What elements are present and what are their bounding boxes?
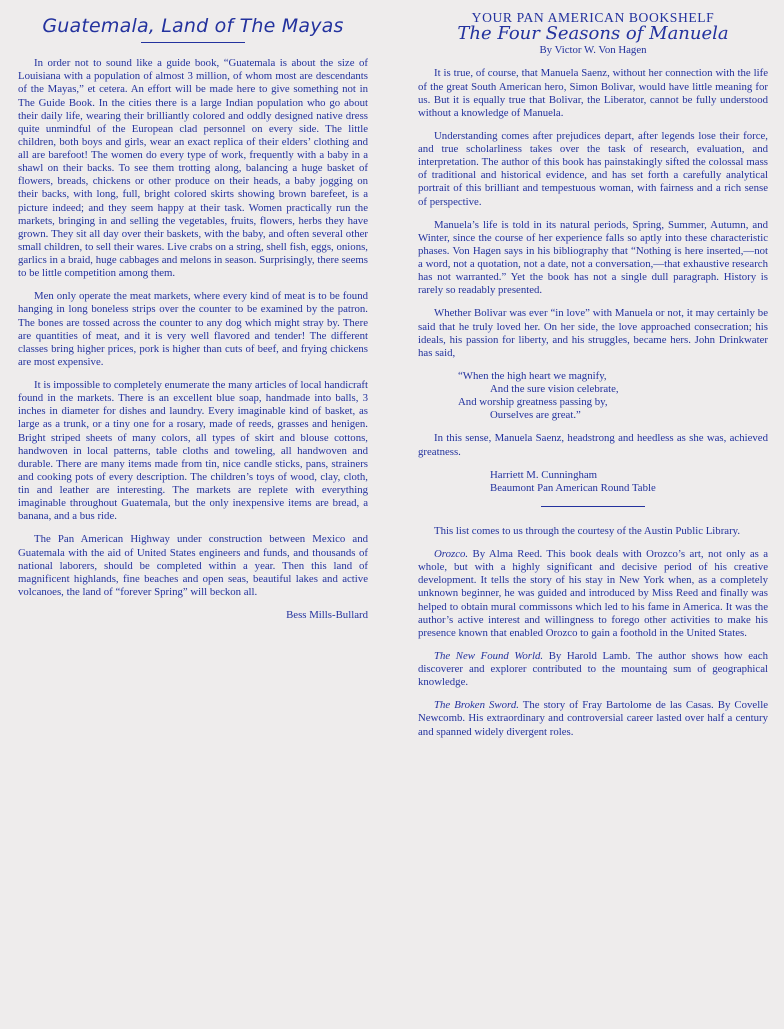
book-entry-title: Orozco. — [434, 548, 469, 560]
article-paragraph-1: In order not to sound like a guide book, “Guatemala is about the size of Louisiana with a population of almost 3 million, of whom most are descendants of the Mayas,” et cetera. An effort will be made here to give something not in The Guide Book. In the cities there is a large Indian population who go about their daily life, wearing their brilliantly colored and oddly designed native dress quite unmindful of the European clad personnel on every side. The little children, both boys and girls, wear an exact replica of their elders’ clothing and all are barefoot! The women do every type of work, frequently with a baby in a shawl on their backs. To see them trotting along, balancing a huge basket of flowers, breads, chickens or other produce on their heads, a baby jogging on their backs, with long, full, bright colored skirts showing brown barefeet, is a picture indeed; and they seem happy at their task. Women practically run the markets, bringing in and selling the vegetables, fruits, flowers, herbs they have grown. They sit all day over their baskets, with the baby, and often several other small children, to sell their wares. Live crabs on a string, shell fish, eggs, onions, garlics in a braid, huge cabbages and melons in season. Surprisingly, there seems to be little competition among them. — [18, 57, 368, 280]
poem-line: And worship greatness passing by, — [458, 396, 608, 409]
section-divider — [541, 506, 645, 507]
book-title: The Four Seasons of Manuela — [457, 23, 729, 45]
signature-name: Harriett M. Cunningham — [490, 468, 598, 481]
review-paragraph-4: Whether Bolivar was ever “in love” with Manuela or not, it may certainly be said that he truly loved her. On her side, the love approached consecration; his ideals, his passion for liberty, and his struggles, became hers. John Drinkwater has said, — [418, 307, 768, 359]
book-entry-title: The New Found World. — [434, 649, 544, 662]
article-paragraph-3: It is impossible to completely enumerate the many articles of local handicraft found in the markets. There is an excellent blue soap, handmade into balls, 3 inches in diameter for dishes and laundry. Every imaginable kind of basket, as large as a trunk, or a tiny one for a rosary, made of reeds, grasses and henigen. Bright striped sheets of many colors, all types of skirt and blouse cottons, handwoven in local patterns, table cloths and toweling, all handwoven and durable. There are many items made from tin, nice candle sticks, pans, strainers and cooking pots of every description. The children’s toys of wood, clay, cloth, tin and leather are interesting. The markets are replete with everything imaginable throughout Guatemala, but the only inexpensive items are bread, a banana, and a bus ride. — [18, 379, 368, 523]
list-intro: This list comes to us through the courtesy of the Austin Public Library. — [434, 524, 741, 537]
review-paragraph-1: It is true, of course, that Manuela Saenz, without her connection with the life of the great South American hero, Simon Bolivar, would have little meaning for us. But it is equally true that Bolivar, the Liberator, cannot be fully understood without a knowledge of Manuela. — [418, 67, 768, 119]
book-entry-text: The story of Fray Bartolome de las Casas. By Covelle Newcomb. His extraordinary and controversial career lasted over half a century and spanned widely divergent roles. — [418, 699, 768, 738]
signature-organization: Beaumont Pan American Round Table — [490, 481, 656, 494]
poem-quote — [458, 370, 768, 423]
section-heading: YOUR PAN AMERICAN BOOKSHELF — [471, 10, 715, 25]
book-entry-text: By Alma Reed. This book deals with Orozco’s art, not only as a whole, but with a highly significant and decisive period of his creative development. It tells the story of his stay in New York when, as a completely unknown beginner, he was guided and introduced by Miss Reed and finally was helped to obtain mural commissons which led to his fame in America. It was the author’s active interest and willingness to forego other activities to make his presence known that enabled Orozco to gain a foothold in the United States. — [418, 548, 769, 639]
title-divider — [141, 42, 245, 43]
poem-line: And the sure vision celebrate, — [490, 383, 619, 395]
article-paragraph-4: The Pan American Highway under construction between Mexico and Guatemala with the aid of United States engineers and funds, and thousands of national laborers, should be completed within a year. Then this land of magnificent highlands, fine beaches and open seas, beautiful lakes and active volcanoes, the land of “forever Spring” will beckon all. — [18, 533, 368, 598]
review-signature — [490, 469, 768, 495]
review-paragraph-2: Understanding comes after prejudices depart, after legends lose their force, and true scholarliness takes over the task of research, evaluation, and interpretation. The author of this book has painstakingly sifted the colossal mass of traditional and historical evidence, and has set forth a carefully analytical portrait of this brilliant and tempestuous woman, with fairness and a rich sense of perspective. — [418, 129, 768, 208]
book-author: By Victor W. Von Hagen — [539, 44, 647, 57]
book-entry-text: By Harold Lamb. The author shows how each discoverer and explorer contributed to the mountaing sum of geographical knowledge. — [418, 649, 768, 689]
review-paragraph-3: Manuela’s life is told in its natural periods, Spring, Summer, Autumn, and Winter, since the course of her experience falls so aptly into these characteristic phases. Von Hagen says in his bibliography that “Nothing is here inserted,—not a word, not a quotation, not a date, not a conversation,—that exhaustive research has not warranted.” Yet the book has not a single dull paragraph. History is rarely so readably presented. — [418, 218, 768, 297]
book-entry-title: The Broken Sword. — [434, 699, 519, 712]
left-column — [18, 0, 368, 1029]
article-signature: Bess Mills-Bullard — [286, 609, 368, 621]
article-paragraph-2: Men only operate the meat markets, where every kind of meat is to be found hanging in long boneless strips over the counter to be examined by the patron. The bones are tossed across the counter to any dog which might stray by. There are quantities of meat, and it is very well flavored and tender! The different classes bring higher prices, pork is higher than cuts of beef, and frying chickens are most expensive. — [18, 290, 368, 368]
poem-line: Ourselves are great.” — [490, 409, 581, 422]
book-entry — [418, 650, 768, 689]
article-title: Guatemala, Land of The Mayas — [42, 15, 344, 37]
review-closing: In this sense, Manuela Saenz, headstrong and heedless as she was, achieved greatness. — [418, 432, 768, 458]
poem-line: “When the high heart we magnify, — [458, 369, 607, 382]
book-entry — [418, 548, 768, 640]
right-column — [418, 0, 768, 1029]
book-entry — [418, 699, 768, 738]
